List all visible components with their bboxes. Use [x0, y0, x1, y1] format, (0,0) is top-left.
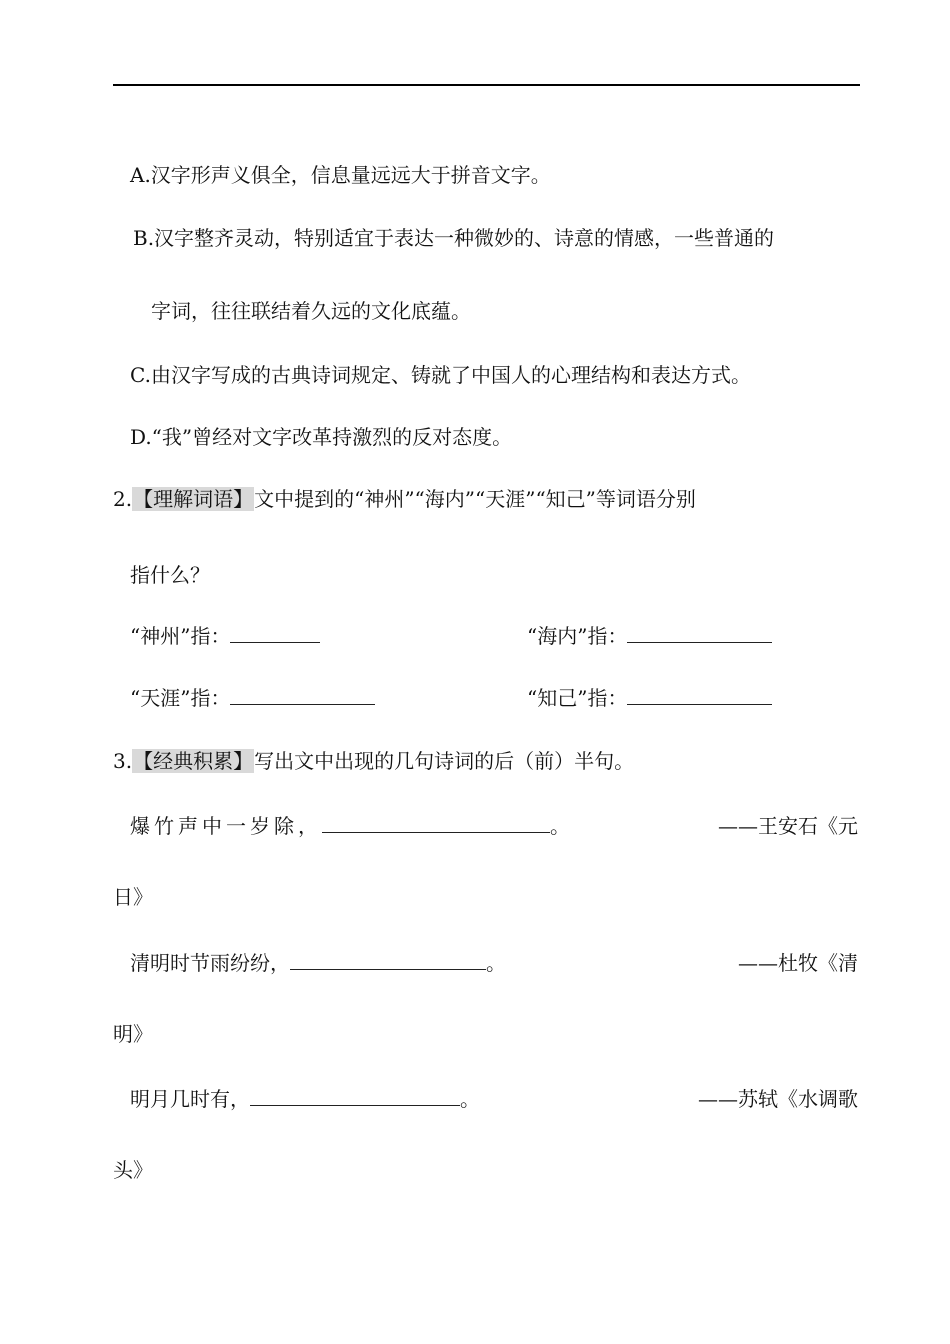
question-2-text: 文中提到的“神州”“海内”“天涯”“知己”等词语分别 — [254, 487, 696, 511]
answer-zhiji-label: “知己”指： — [527, 686, 628, 710]
answer-tianya-blank[interactable] — [230, 686, 375, 705]
verse-3-end: 。 — [460, 1087, 480, 1111]
answer-shenzhou — [130, 623, 320, 649]
verse-3 — [130, 1086, 480, 1112]
verse-2-attribution-wrap: 明》 — [113, 1022, 153, 1046]
verse-3-blank[interactable] — [250, 1087, 460, 1106]
option-d: D.“我”曾经对文字改革持激烈的反对态度。 — [130, 425, 513, 449]
verse-1-end: 。 — [550, 814, 574, 838]
option-b-line1: B.汉字整齐灵动，特别适宜于表达一种微妙的、诗意的情感，一些普通的 — [133, 226, 775, 250]
verse-1-attribution: ——王安石《元 — [718, 814, 858, 838]
question-2-line2: 指什么？ — [130, 563, 210, 587]
verse-3-text: 明月几时有， — [130, 1087, 250, 1111]
verse-3-attribution: ——苏轼《水调歌 — [698, 1087, 858, 1111]
answer-shenzhou-label: “神州”指： — [130, 624, 231, 648]
answer-hainei-label: “海内”指： — [527, 624, 628, 648]
verse-1-blank[interactable] — [322, 814, 550, 833]
question-3-tag: 【经典积累】 — [133, 749, 254, 773]
option-c: C.由汉字写成的古典诗词规定、铸就了中国人的心理结构和表达方式。 — [130, 363, 751, 387]
verse-2 — [130, 950, 506, 976]
question-3-text: 写出文中出现的几句诗词的后（前）半句。 — [254, 749, 635, 773]
question-2-number: 2. — [113, 487, 133, 511]
answer-zhiji-blank[interactable] — [627, 686, 772, 705]
answer-tianya-label: “天涯”指： — [130, 686, 231, 710]
verse-3-attribution-wrap: 头》 — [113, 1158, 153, 1182]
verse-2-attribution: ——杜牧《清 — [738, 951, 858, 975]
answer-tianya — [130, 685, 375, 711]
answer-zhiji — [527, 685, 772, 711]
answer-shenzhou-blank[interactable] — [230, 624, 320, 643]
verse-2-text: 清明时节雨纷纷， — [130, 951, 290, 975]
question-2-line1 — [113, 486, 696, 512]
answer-hainei-blank[interactable] — [627, 624, 772, 643]
verse-1-text: 爆竹声中一岁除， — [130, 814, 322, 838]
verse-1-attribution-wrap: 日》 — [113, 885, 153, 909]
verse-2-end: 。 — [486, 951, 506, 975]
option-a: A.汉字形声义俱全，信息量远远大于拼音文字。 — [130, 163, 551, 187]
question-3-line — [113, 748, 634, 774]
question-3-number: 3. — [113, 749, 133, 773]
verse-2-blank[interactable] — [290, 951, 486, 970]
header-rule — [113, 84, 860, 86]
question-2-tag: 【理解词语】 — [133, 487, 254, 511]
option-b-line2: 字词，往往联结着久远的文化底蕴。 — [151, 299, 471, 323]
verse-1 — [130, 813, 574, 839]
answer-hainei — [527, 623, 772, 649]
